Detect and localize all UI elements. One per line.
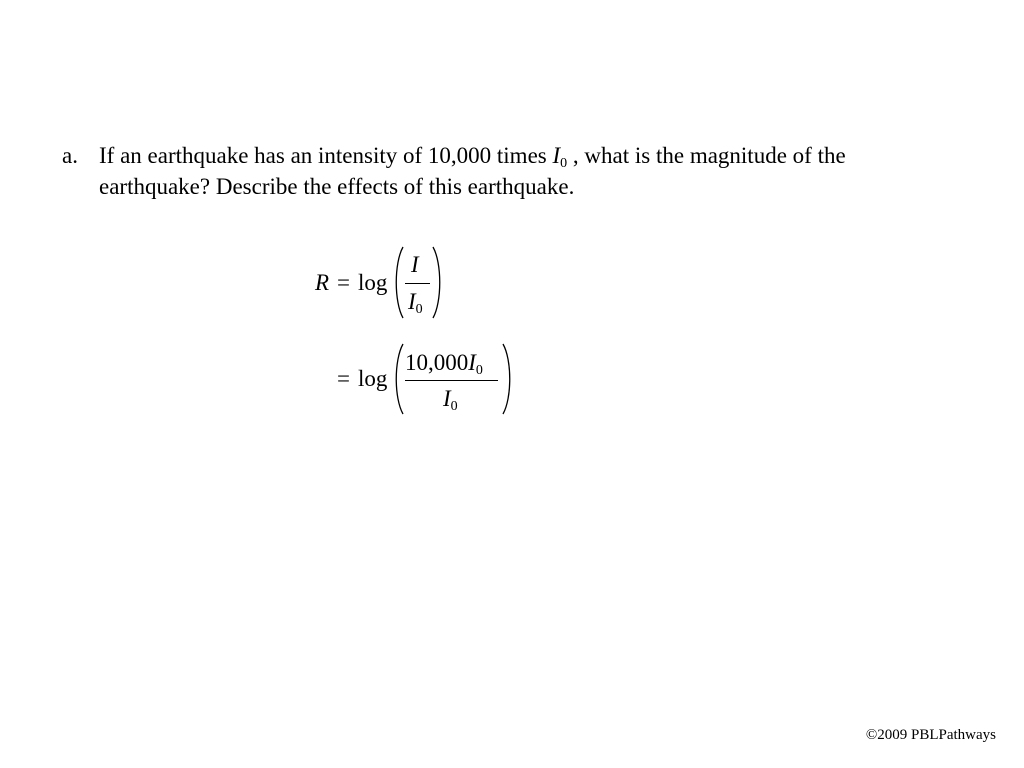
eq1-denominator-sub: 0 <box>415 302 423 317</box>
eq2-numerator <box>405 350 483 376</box>
question-var-i: I <box>552 143 561 168</box>
eq2-equals: = <box>337 366 350 391</box>
eq2-numerator-var: I <box>468 350 476 375</box>
eq2-numerator-number: 10,000 <box>405 350 469 375</box>
eq2-denominator-var: I <box>443 386 451 411</box>
copyright-footer: ©2009 PBLPathways <box>865 727 996 743</box>
question-text-before: If an earthquake has an intensity of 10,000 times <box>99 143 553 168</box>
question-sub-zero: 0 <box>560 156 568 171</box>
eq2-denominator-sub: 0 <box>450 399 458 414</box>
eq2-left-paren <box>391 342 405 416</box>
question-marker: a. <box>62 143 78 168</box>
eq2-fraction-bar <box>405 380 498 381</box>
question-text-after: , what is the magnitude of the earthquake? Describe the effects of this earthquake. <box>99 143 846 199</box>
eq1-numerator: I <box>411 252 419 277</box>
eq2-log: log <box>358 366 388 391</box>
eq2-denominator <box>443 386 458 412</box>
eq1-lhs: R <box>315 270 330 295</box>
eq2-numerator-sub: 0 <box>475 363 483 378</box>
eq1-denominator-var: I <box>408 289 416 314</box>
eq1-equals: = <box>337 270 350 295</box>
eq1-log: log <box>358 270 388 295</box>
eq2-right-paren <box>501 342 515 416</box>
